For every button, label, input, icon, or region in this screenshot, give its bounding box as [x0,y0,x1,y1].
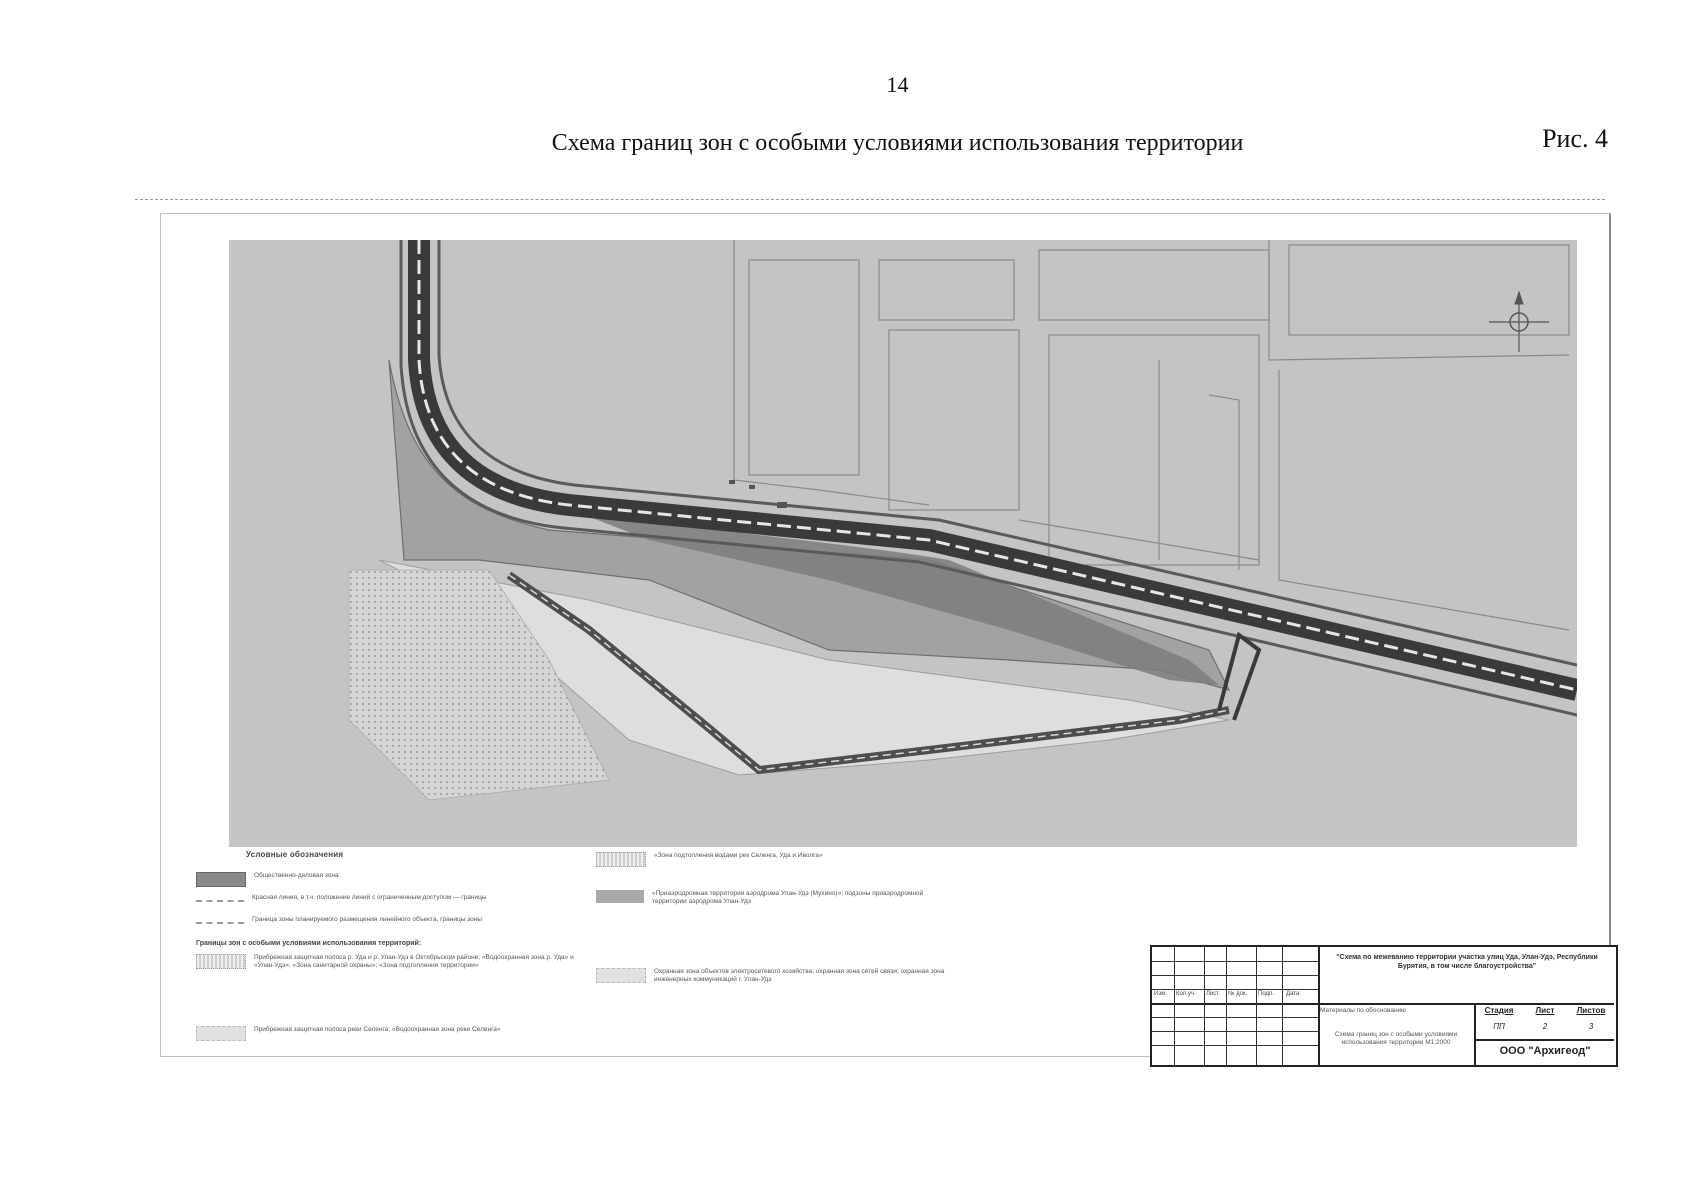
title-block [1150,945,1618,1067]
header-stage: Стадия [1484,1006,1514,1015]
revision-grid [1152,947,1318,1065]
legend-swatch [596,890,644,903]
row-label-sheet: Лист [1206,991,1220,997]
grid-col [1174,947,1175,1065]
legend-item-water-protection-selenga [196,1026,576,1041]
legend-item-flood-zone [596,852,956,867]
legend-text: «Зона подтопления водами рек Селенга, Уда и Иволга» [654,852,823,859]
grid-col [1256,947,1257,1065]
value-stage: ПП [1493,1022,1505,1031]
project-name: "Схема по межеванию территории участка улиц Уда, Улан-Удэ, Республики Бурятия, в том числе благоустройства" [1336,954,1598,970]
legend-text: Охранная зона объектов электросетевого хозяйства; охранная зона сетей связи; охранная зона инженерных коммуникаций г. Улан-Удэ [654,968,945,983]
grid-row [1152,975,1318,976]
title-block-divider [1318,947,1320,1065]
row-label-sign: Подп. [1258,991,1274,997]
legend-item-public-business-zone [196,872,576,887]
title-block-divider-h2 [1474,1039,1614,1041]
legend-text: «Приаэродромная территория аэродрома Улан-Удэ (Мухино)»; подзоны приаэродромной территории аэродрома Улан-Удэ [652,890,924,905]
grid-row [1152,1045,1318,1046]
grid-col [1282,947,1283,1065]
row-label-count: Кол.уч. [1176,991,1196,997]
legend-item-planned-zone-border [196,916,576,924]
legend-text: Прибрежная защитная полоса р. Уда и р. Улан-Удэ в Октябрьском районе; «Водоохранная зона р. Уда» и «Улан-Удэ»; «Зона санитарной охраны»; «Зона подтопления территории» [254,954,574,969]
legend-item-airfield-zone [596,890,956,906]
map-area [229,240,1577,847]
sheet-cells [1476,1003,1614,1039]
map-canvas [229,240,1577,847]
row-label-doc: № док. [1228,991,1248,997]
grid-col [1226,947,1227,1065]
drawing-name: Схема границ зон с особыми условиями использования территории М1:2000 [1334,1031,1458,1046]
header-sheet: Лист [1535,1006,1555,1015]
legend-item-water-protection-uda [196,954,576,970]
legend-swatch [596,968,646,983]
figure-label: Рис. 4 [1542,124,1608,153]
grid-row [1152,1031,1318,1032]
organization-name: ООО "Архигеод" [1499,1045,1591,1057]
legend-item-utility-protection-zone [596,968,956,984]
header-divider [135,199,1605,200]
header-sheets: Листов [1576,1006,1606,1015]
legend-text: Прибрежная защитная полоса реки Селенга; «Водоохранная зона реки Селенга» [254,1026,501,1033]
grid-col [1204,947,1205,1065]
legend-text: Граница зоны планируемого размещения линейного объекта, границы зоны [252,916,482,923]
page-number: 14 [886,72,909,97]
legend-heading: Условные обозначения [246,850,344,859]
grid-row [1152,1017,1318,1018]
grid-row [1152,1003,1318,1005]
row-label-date: Дата [1286,991,1300,997]
drawing-section-title: Материалы по обоснованию [1320,1007,1407,1014]
grid-row [1152,989,1318,990]
legend-text: Красная линия, в т.ч. положение линий с ограниченным доступом — границы [252,894,487,901]
value-sheets: 3 [1588,1022,1594,1031]
legend-swatch [196,954,246,969]
row-label-change: Изм. [1154,991,1167,997]
legend-swatch [196,872,246,887]
legend [196,850,1156,1050]
legend-text: Общественно-деловая зона [254,872,339,879]
legend-swatch [196,900,244,902]
legend-item-red-line [196,894,576,902]
grid-row [1152,961,1318,962]
legend-swatch [596,852,646,867]
legend-swatch [196,922,244,924]
figure-title: Схема границ зон с особыми условиями использования территории [551,130,1244,156]
value-sheet: 2 [1542,1022,1548,1031]
legend-swatch [196,1026,246,1041]
legend-zones-heading: Границы зон с особыми условиями использования территорий: [196,940,422,947]
